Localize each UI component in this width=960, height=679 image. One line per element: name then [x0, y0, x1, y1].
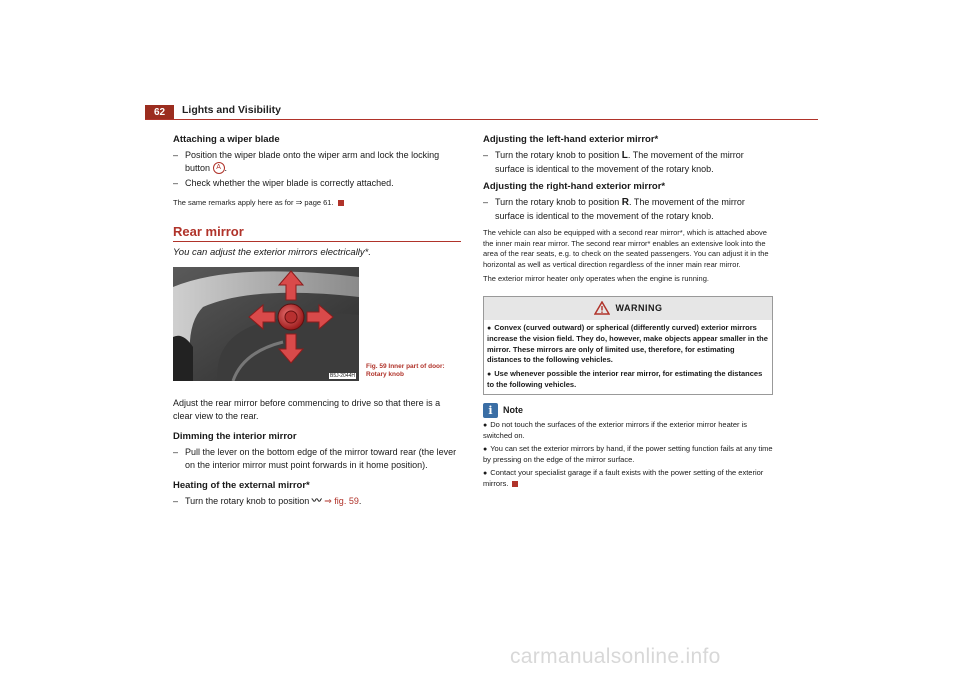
watermark: carmanualsonline.info [510, 645, 721, 668]
dimming-step: – Pull the lever on the bottom edge of the mirror toward rear (the lever on the interior mirror must point forwards in it home position). [173, 447, 457, 470]
note-item: ● You can set the exterior mirrors by hand, if the power setting function fails at any time by pressing on the edge of the mirror surface. [483, 444, 773, 466]
warning-header [484, 297, 772, 320]
warning-item: ● Use whenever possible the interior rear mirror, for estimating the distances to the following vehicles. [487, 369, 769, 391]
right-position-icon: R [621, 197, 629, 208]
heating-heading: Heating of the external mirror* [173, 480, 310, 492]
info-icon: i [483, 403, 498, 418]
second-mirror-paragraph: The vehicle can also be equipped with a second rear mirror*, which is attached above the inner main rear mirror. The second rear mirror* enables an extensive look into the area of the rear seats, e.g. to check on the seated passengers. You can adjust it in the horizontal as well as vertical direction regardless of the inner main rear mirror. [483, 228, 769, 269]
right-column [483, 133, 773, 490]
button-a-marker: A [213, 162, 225, 174]
note-item: ● Do not touch the surfaces of the exterior mirrors if the exterior mirror heater is switched on. [483, 420, 773, 442]
figure-59 [173, 267, 445, 381]
ref-arrow-icon: ⇒ [295, 197, 303, 207]
warning-triangle-icon [594, 301, 610, 315]
page-link[interactable]: page 61. [304, 197, 334, 207]
remark-line: The same remarks apply here as for ⇒ page 61. [173, 198, 461, 209]
chapter-title: Lights and Visibility [182, 104, 281, 116]
wiper-step-2: – Check whether the wiper blade is correctly attached. [173, 178, 394, 189]
heating-step: – Turn the rotary knob to position 〰 ⇒ fig. 59. [173, 496, 362, 508]
right-mirror-heading: Adjusting the right-hand exterior mirror* [483, 181, 666, 192]
warning-item: ● Convex (curved outward) or spherical (differently curved) exterior mirrors increase the vision field. They do, however, make objects appear smaller in the mirror. These mirrors are only of limited use, therefore, for estimating distances to the following vehicles. [487, 323, 769, 366]
wiper-step-1: – Position the wiper blade onto the wiper arm and lock the locking button A . [173, 150, 440, 173]
right-mirror-step: – Turn the rotary knob to position R. The movement of the mirror surface is identical to the movement of the rotary knob. [483, 197, 745, 221]
figure-code: B5J-2044H [329, 373, 355, 380]
note-title: Note [503, 405, 523, 415]
left-mirror-heading: Adjusting the left-hand exterior mirror* [483, 134, 659, 145]
left-position-icon: L [621, 150, 628, 161]
warning-box [483, 296, 773, 395]
warning-title: WARNING [615, 303, 663, 313]
wiper-heading: Attaching a wiper blade [173, 134, 280, 145]
note-item: ● Contact your specialist garage if a fault exists with the power setting of the exterior mirrors. [483, 468, 773, 490]
page-number: 62 [145, 105, 174, 120]
adjust-paragraph: Adjust the rear mirror before commencing to drive so that there is a clear view to the rear. [173, 398, 441, 421]
heating-symbol-icon: 〰 [311, 496, 322, 508]
section-title: Rear mirror [173, 224, 461, 242]
header-divider [145, 119, 818, 120]
dimming-heading: Dimming the interior mirror [173, 431, 297, 443]
note-body [483, 420, 773, 490]
heater-paragraph: The exterior mirror heater only operates when the engine is running. [483, 274, 709, 283]
warning-body [484, 320, 772, 394]
figure-ref-link[interactable]: ⇒ fig. 59 [324, 496, 359, 507]
end-mark-icon [512, 481, 518, 487]
left-mirror-step: – Turn the rotary knob to position L. The movement of the mirror surface is identical to the movement of the rotary knob. [483, 150, 744, 174]
end-mark-icon [338, 200, 344, 206]
note-header [483, 403, 773, 418]
rotary-knob-image [173, 267, 359, 381]
left-column [173, 133, 461, 512]
figure-caption: Fig. 59 Inner part of door: Rotary knob [366, 363, 445, 379]
section-intro: You can adjust the exterior mirrors electrically*. [173, 247, 371, 259]
